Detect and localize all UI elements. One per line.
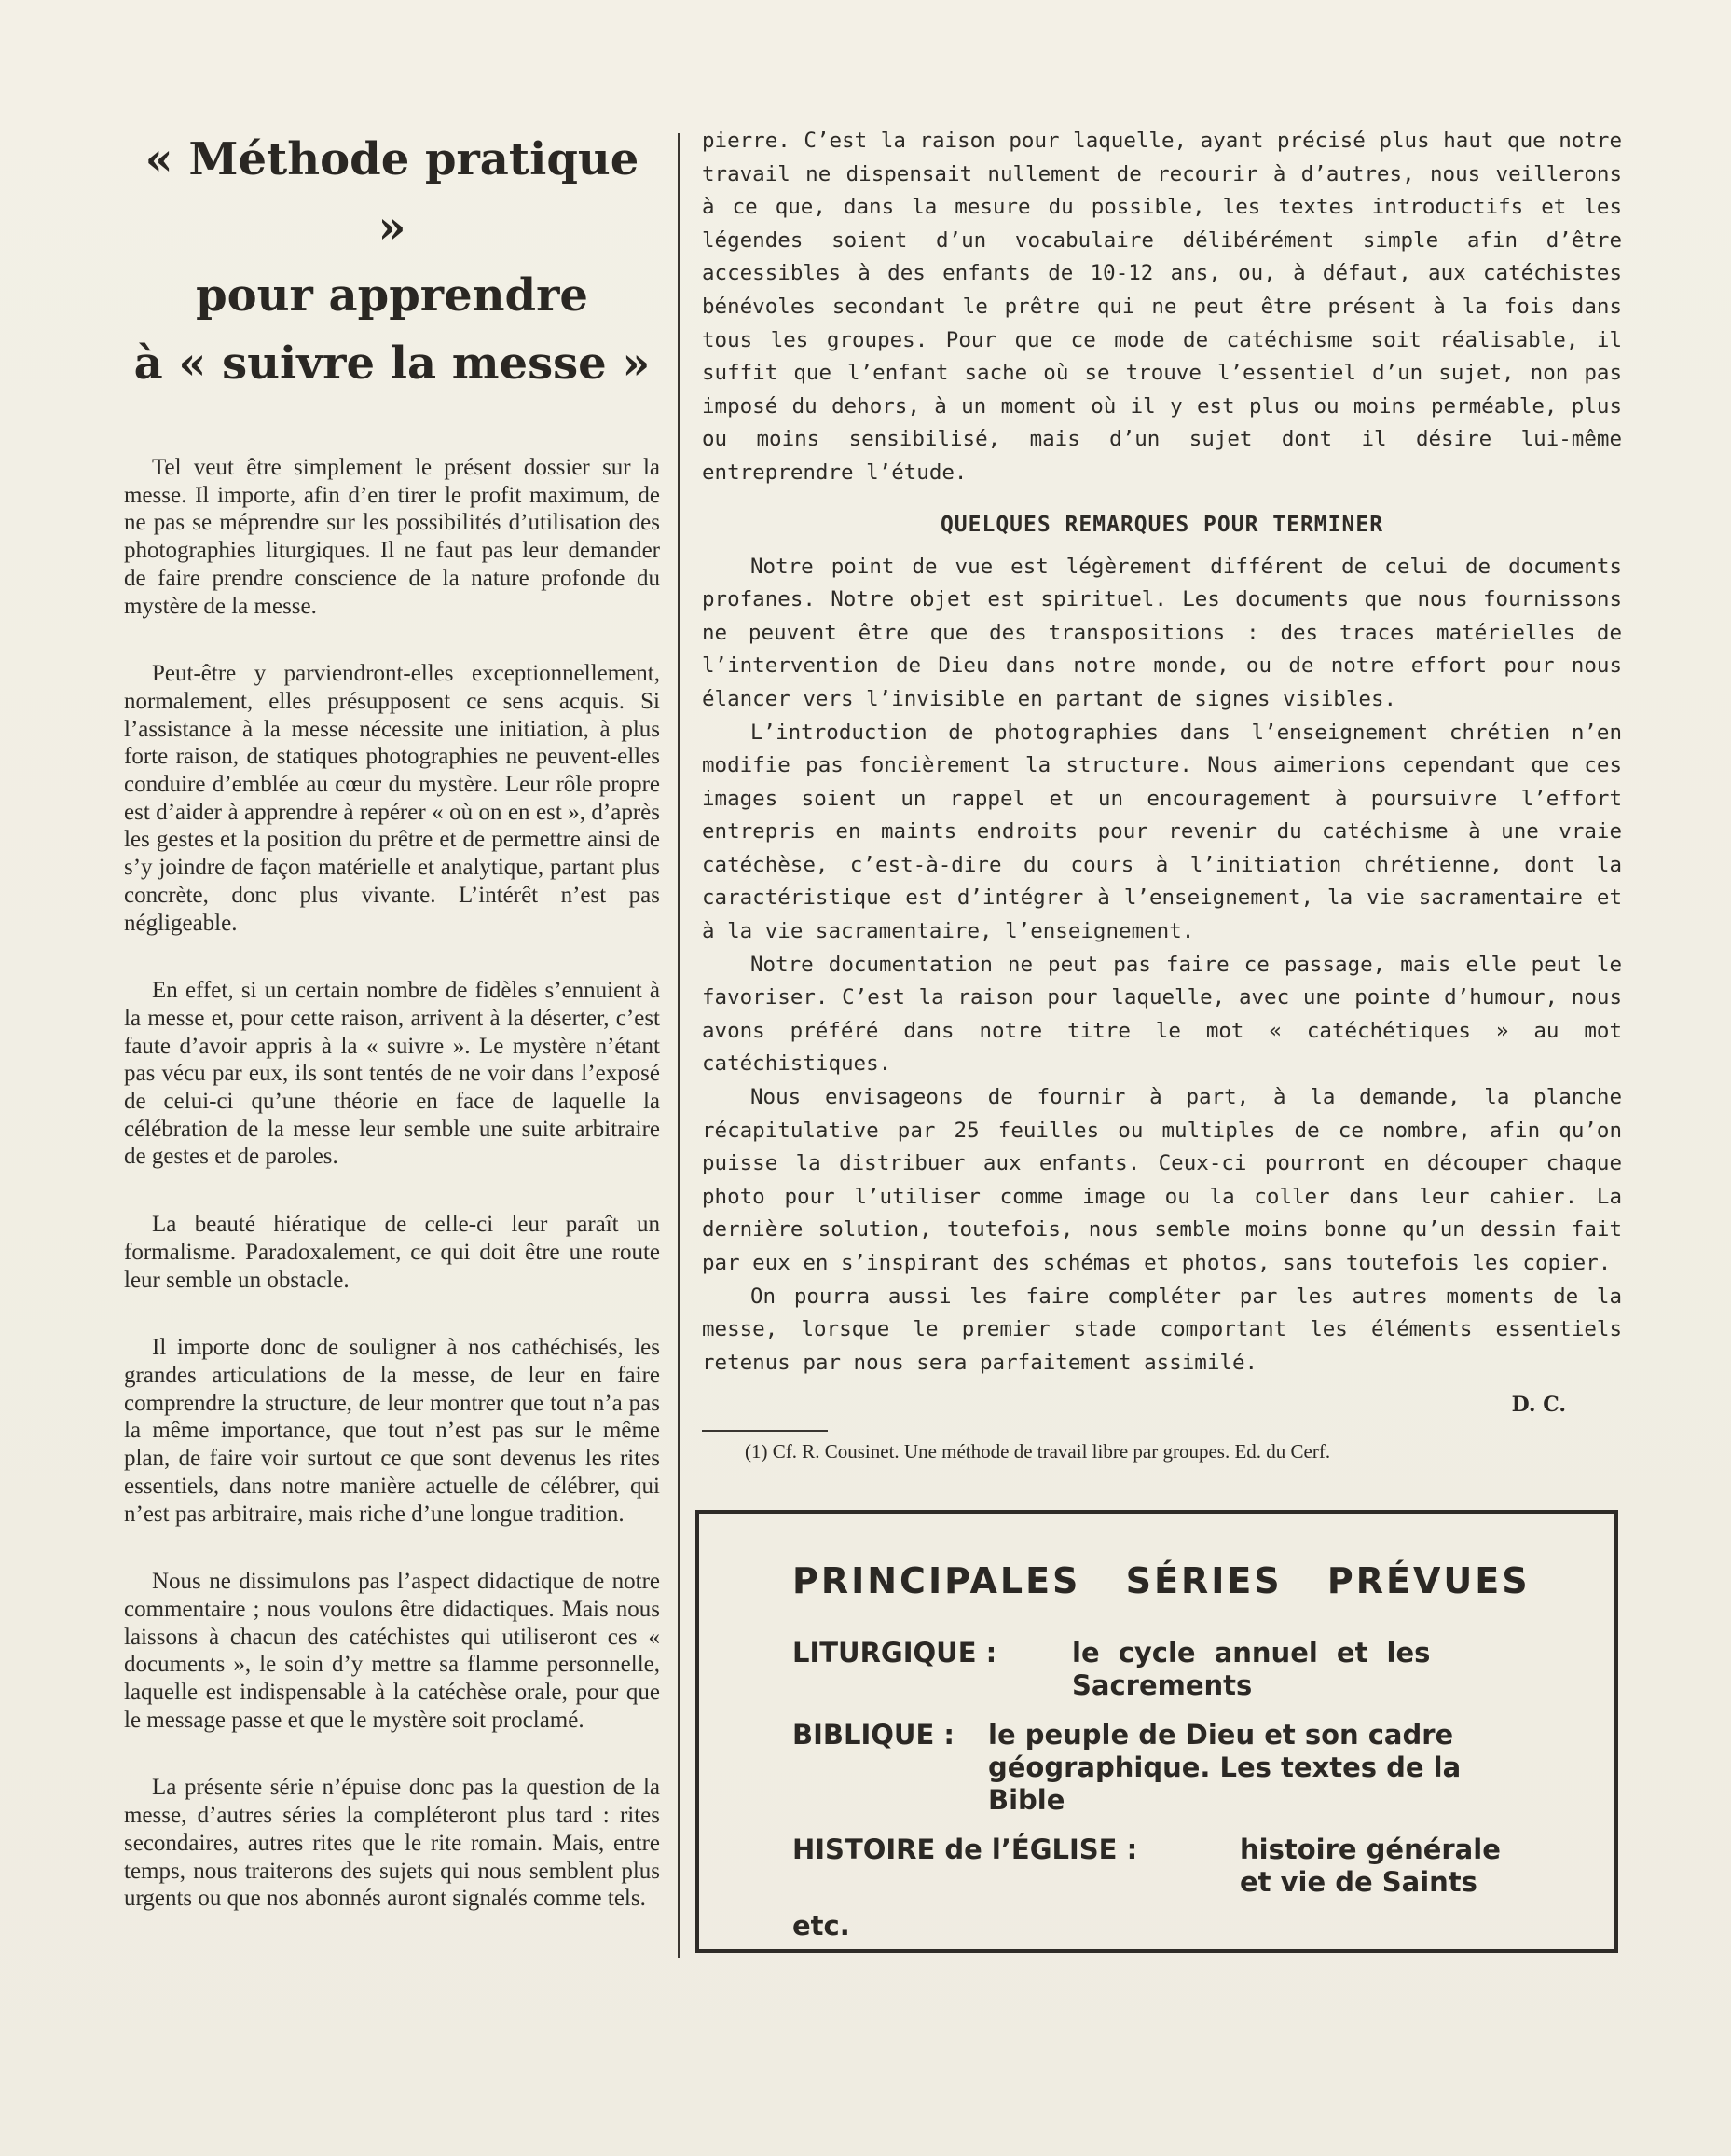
series-etc: etc. (792, 1910, 850, 1942)
right-column (702, 125, 1622, 1465)
column-divider (678, 133, 680, 1958)
series-value: le peuple de Dieu et son cadre géographique. Les textes de la Bible (988, 1719, 1462, 1816)
right-intro-paragraph: pierre. C’est la raison pour laquelle, ayant précisé plus haut que notre travail ne dispensait nullement de recourir à d’autres, nous veillerons à ce que, dans la mesure du possible, les textes introductifs et les légendes soient d’un vocabulaire délibérément simple afin d’être accessibles à des enfants de 10-12 ans, ou, à défaut, aux catéchistes bénévoles secondant le prêtre qui ne peut être présent à la fois dans tous les groupes. Pour que ce mode de catéchisme soit réalisable, il suffit que l’enfant sache où se trouve l’essentiel d’un sujet, non pas imposé du dehors, à un moment où il y est plus ou moins perméable, plus ou moins sensibilisé, mais d’un sujet dont il désire lui-même entreprendre l’étude. (702, 129, 1622, 485)
left-paragraph: Tel veut être simplement le présent dossier sur la messe. Il importe, afin d’en tirer le profit maximum, de ne pas se méprendre sur les possibilités d’utilisation des photographies liturgiques. Il ne faut pas leur demander de faire prendre conscience de la nature profonde du mystère de la messe. (124, 455, 660, 619)
series-box (695, 1510, 1618, 1953)
title-line: pour apprendre (196, 269, 588, 322)
series-row-histoire (792, 1833, 1614, 1899)
series-key: HISTOIRE de l’ÉGLISE : (792, 1833, 1138, 1865)
series-row-biblique (792, 1719, 1614, 1817)
right-paragraph: On pourra aussi les faire compléter par les autres moments de la messe, lorsque le premier stade comportant les éléments essentiels retenus par nous sera parfaitement assimilé. (702, 1284, 1622, 1375)
footnote-rule (702, 1430, 828, 1432)
title-line: à « suivre la messe » (133, 337, 651, 390)
series-box-title: PRINCIPALES SÉRIES PRÉVUES (792, 1560, 1531, 1601)
right-paragraph: Notre point de vue est légèrement différent de celui de documents profanes. Notre objet est spirituel. Les documents que nous fournissons ne peuvent être que des transpositions : des traces matérielles de l’intervention de Dieu dans notre monde, ou de notre effort pour nous élancer vers l’invisible en partant de signes visibles. (702, 554, 1622, 711)
right-paragraph: L’introduction de photographies dans l’enseignement chrétien n’en modifie pas foncièrement la structure. Nous aimerions cependant que ces images soient un rappel et un encouragement à poursuivre l’effort entrepris en maints endroits pour revenir du catéchisme à une vraie catéchèse, c’est-à-dire du cours à l’initiation chrétienne, dont la caractéristique est d’intégrer à l’enseignement, la vie sacramentaire et à la vie sacramentaire, l’enseignement. (702, 720, 1622, 944)
series-value: histoire générale et vie de Saints (1240, 1833, 1501, 1898)
series-value: le cycle annuel et les Sacrements (1072, 1637, 1431, 1701)
left-paragraph: La présente série n’épuise donc pas la question de la messe, d’autres séries la compléteront plus tard : rites secondaires, autres rites que le rite romain. Mais, entre temps, nous traiterons des sujets qui nous semblent plus urgents ou que nos abonnés auront signalés comme tels. (124, 1775, 660, 1912)
author-signature: D. C. (1511, 1393, 1566, 1418)
left-paragraph: En effet, si un certain nombre de fidèles s’ennuient à la messe et, pour cette raison, arrivent à la déserter, c’est faute d’avoir appris à la « suivre ». Le mystère n’étant pas vécu par eux, ils sont tentés de ne voir dans l’exposé de celui-ci qu’une théorie en face de laquelle la célébration de la messe leur semble une suite arbitraire de gestes et de paroles. (124, 978, 660, 1170)
right-paragraph: Nous envisageons de fournir à part, à la demande, la planche récapitulative par 25 feuilles ou multiples de ce nombre, afin qu’on puisse la distribuer aux enfants. Ceux-ci pourront en découper chaque photo pour l’utiliser comme image ou la coller dans leur cahier. La dernière solution, toutefois, nous semble moins bonne qu’un dessin fait par eux en s’inspirant des schémas et photos, sans toutefois les copier. (702, 1085, 1622, 1275)
title-line: « Méthode pratique » (144, 133, 639, 254)
series-key: LITURGIQUE : (792, 1637, 997, 1668)
left-paragraph: La beauté hiératique de celle-ci leur paraît un formalisme. Paradoxalement, ce qui doit être une route leur semble un obstacle. (124, 1212, 660, 1293)
series-row-liturgique (792, 1637, 1614, 1702)
series-key: BIBLIQUE : (792, 1719, 955, 1751)
left-paragraph: Nous ne dissimulons pas l’aspect didactique de notre commentaire ; nous voulons être didactiques. Mais nous laissons à chacun des catéchistes qui utiliseront ces « documents », le soin d’y mettre sa flamme personnelle, laquelle est indispensable à la catéchèse orale, pour que le message passe et que le mystère soit proclamé. (124, 1569, 660, 1733)
footnote: (1) Cf. R. Cousinet. Une méthode de travail libre par groupes. Ed. du Cerf. (745, 1440, 1331, 1463)
section-heading: QUELQUES REMARQUES POUR TERMINER (940, 512, 1384, 537)
left-column (124, 126, 660, 1953)
right-paragraph: Notre documentation ne peut pas faire ce passage, mais elle peut le favoriser. C’est la raison pour laquelle, avec une pointe d’humour, nous avons préféré dans notre titre le mot « catéchétiques » au mot catéchistiques. (702, 952, 1622, 1077)
left-paragraph: Il importe donc de souligner à nos cathéchisés, les grandes articulations de la messe, de leur en faire comprendre la structure, de leur montrer que tout n’a pas la même importance, que tout n’est pas sur le même plan, de faire voir surtout ce que sont devenus les rites essentiels, dans notre manière actuelle de célébrer, qui n’est pas arbitraire, mais riche d’une longue tradition. (124, 1335, 660, 1527)
article-title (124, 126, 660, 398)
left-paragraph: Peut-être y parviendront-elles exceptionnellement, normalement, elles présupposent ce sens acquis. Si l’assistance à la messe nécessite une initiation, à plus forte raison, de statiques photographies ne peuvent-elles conduire d’emblée au cœur du mystère. Leur rôle propre est d’aider à apprendre à repérer « où on en est », d’après les gestes et la position du prêtre et de permettre ainsi de s’y joindre de façon matérielle et analytique, partant plus concrète, donc plus vivante. L’intérêt n’est pas négligeable. (124, 661, 660, 936)
